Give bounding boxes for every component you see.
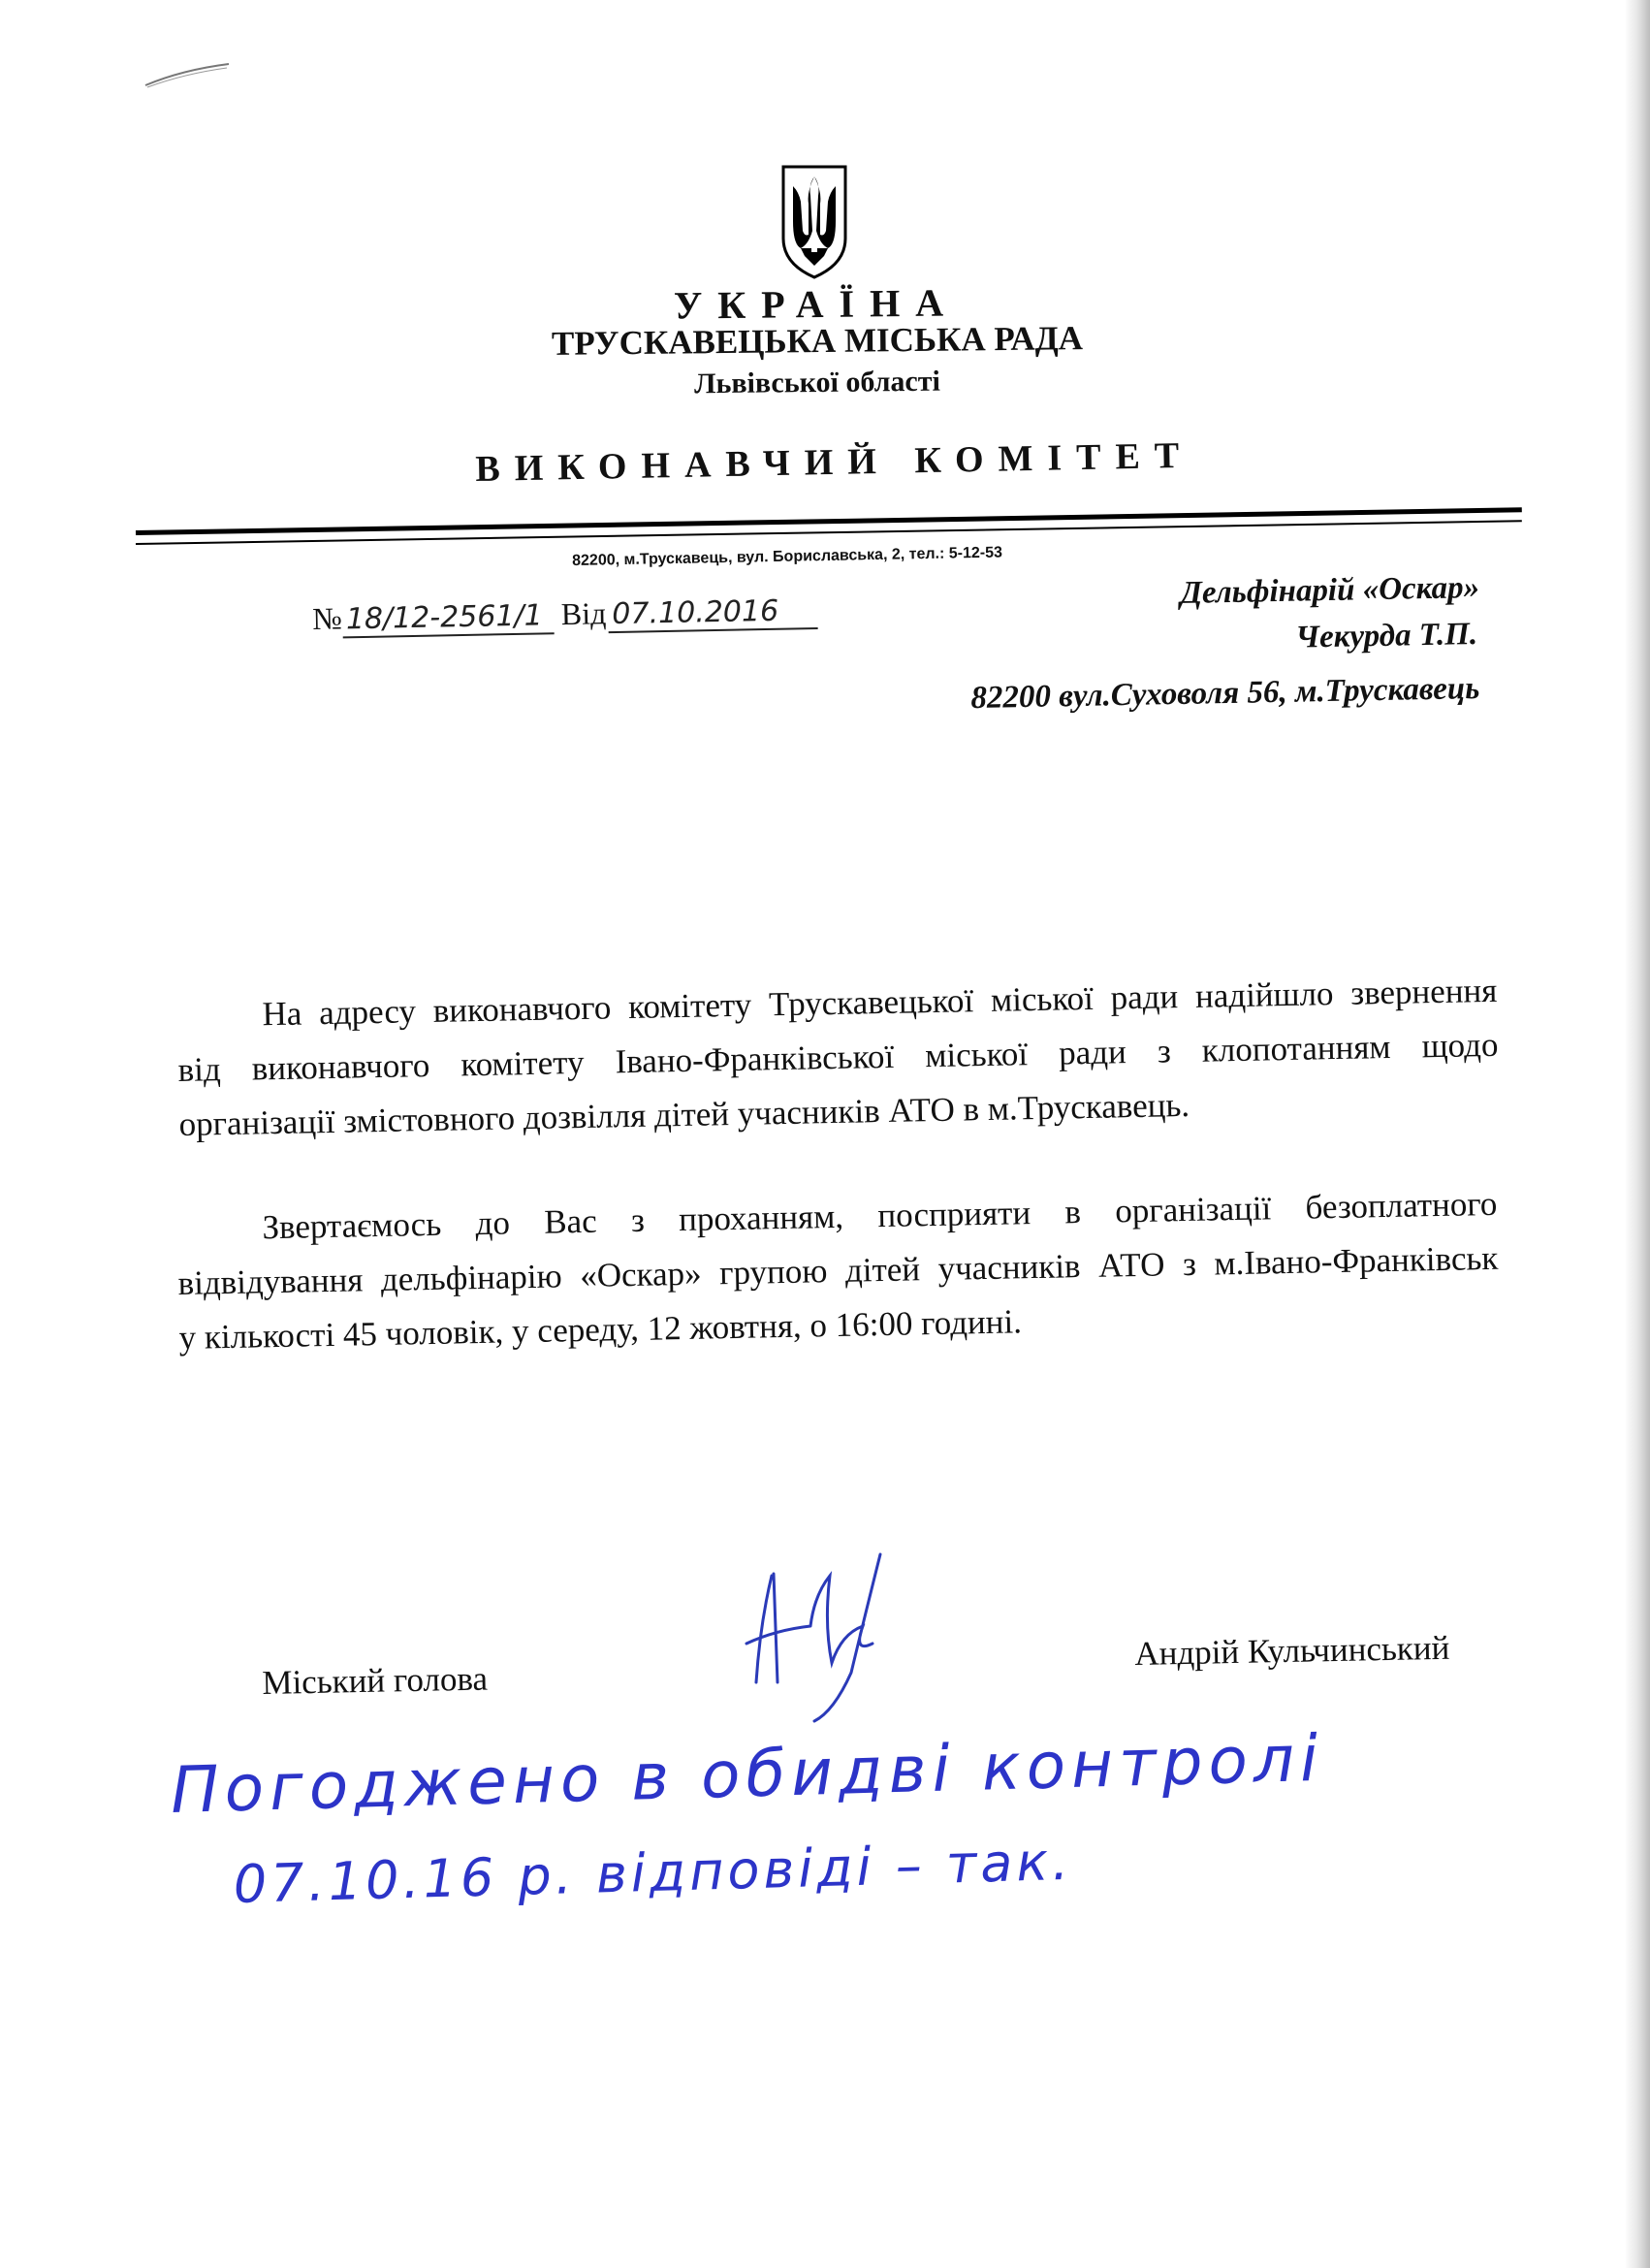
header-council: ТРУСКАВЕЦЬКА МІСЬКА РАДА [551, 319, 1084, 363]
signer-name: Андрій Кульчинський [1134, 1628, 1450, 1673]
paragraph-line: від виконавчого комітету Івано-Франківської міської ради з клопотанням щодо [177, 1025, 1499, 1089]
pencil-mark [143, 60, 231, 89]
paragraph-line: у кількості 45 чоловік, у середу, 12 жовтня, о 16:00 годині. [178, 1302, 1023, 1357]
recipient-address: 82200 вул.Суховоля 56, м.Трускавець [970, 671, 1480, 717]
recipient-person: Чекурда Т.П. [1295, 617, 1478, 655]
handwritten-note-line-2: 07.10.16 р. відповіді – так. [233, 1830, 1073, 1915]
header-country: УКРАЇНА [673, 280, 960, 328]
handwritten-signature [717, 1537, 950, 1731]
paragraph-line: відвідування дельфінарію «Оскар» групою дітей учасників АТО з м.Івано-Франківськ [177, 1238, 1499, 1302]
signer-role: Міський голова [262, 1659, 489, 1702]
paragraph-line: Звертаємось до Вас з проханням, посприяти в організації безоплатного [262, 1184, 1498, 1247]
recipient-organization: Дельфінарій «Оскар» [1180, 570, 1480, 611]
paragraph-line: На адресу виконавчого комітету Трускавецької міської ради надійшло звернення [262, 971, 1498, 1034]
body-paragraph-1 [176, 964, 1500, 1152]
body-paragraph-2 [176, 1177, 1500, 1365]
reference-number: 18/12-2561/1 [342, 598, 555, 638]
paragraph-line: організації змістовного дозвілля дітей учасників АТО в м.Трускавець. [178, 1085, 1190, 1143]
reference-date: 07.10.2016 [608, 593, 818, 633]
handwritten-note-line-1: Погоджено в обидві контролі [170, 1720, 1325, 1828]
reference-number-label: № [312, 600, 343, 636]
reference-line [312, 591, 818, 639]
reference-date-label: Від [560, 595, 607, 632]
header-committee: ВИКОНАВЧИЙ КОМІТЕТ [475, 434, 1194, 490]
trident-emblem-icon [779, 163, 849, 281]
header-region: Львівської області [693, 365, 941, 400]
header-address: 82200, м.Трускавець, вул. Бориславська, 2, тел.: 5-12-53 [572, 544, 1003, 569]
